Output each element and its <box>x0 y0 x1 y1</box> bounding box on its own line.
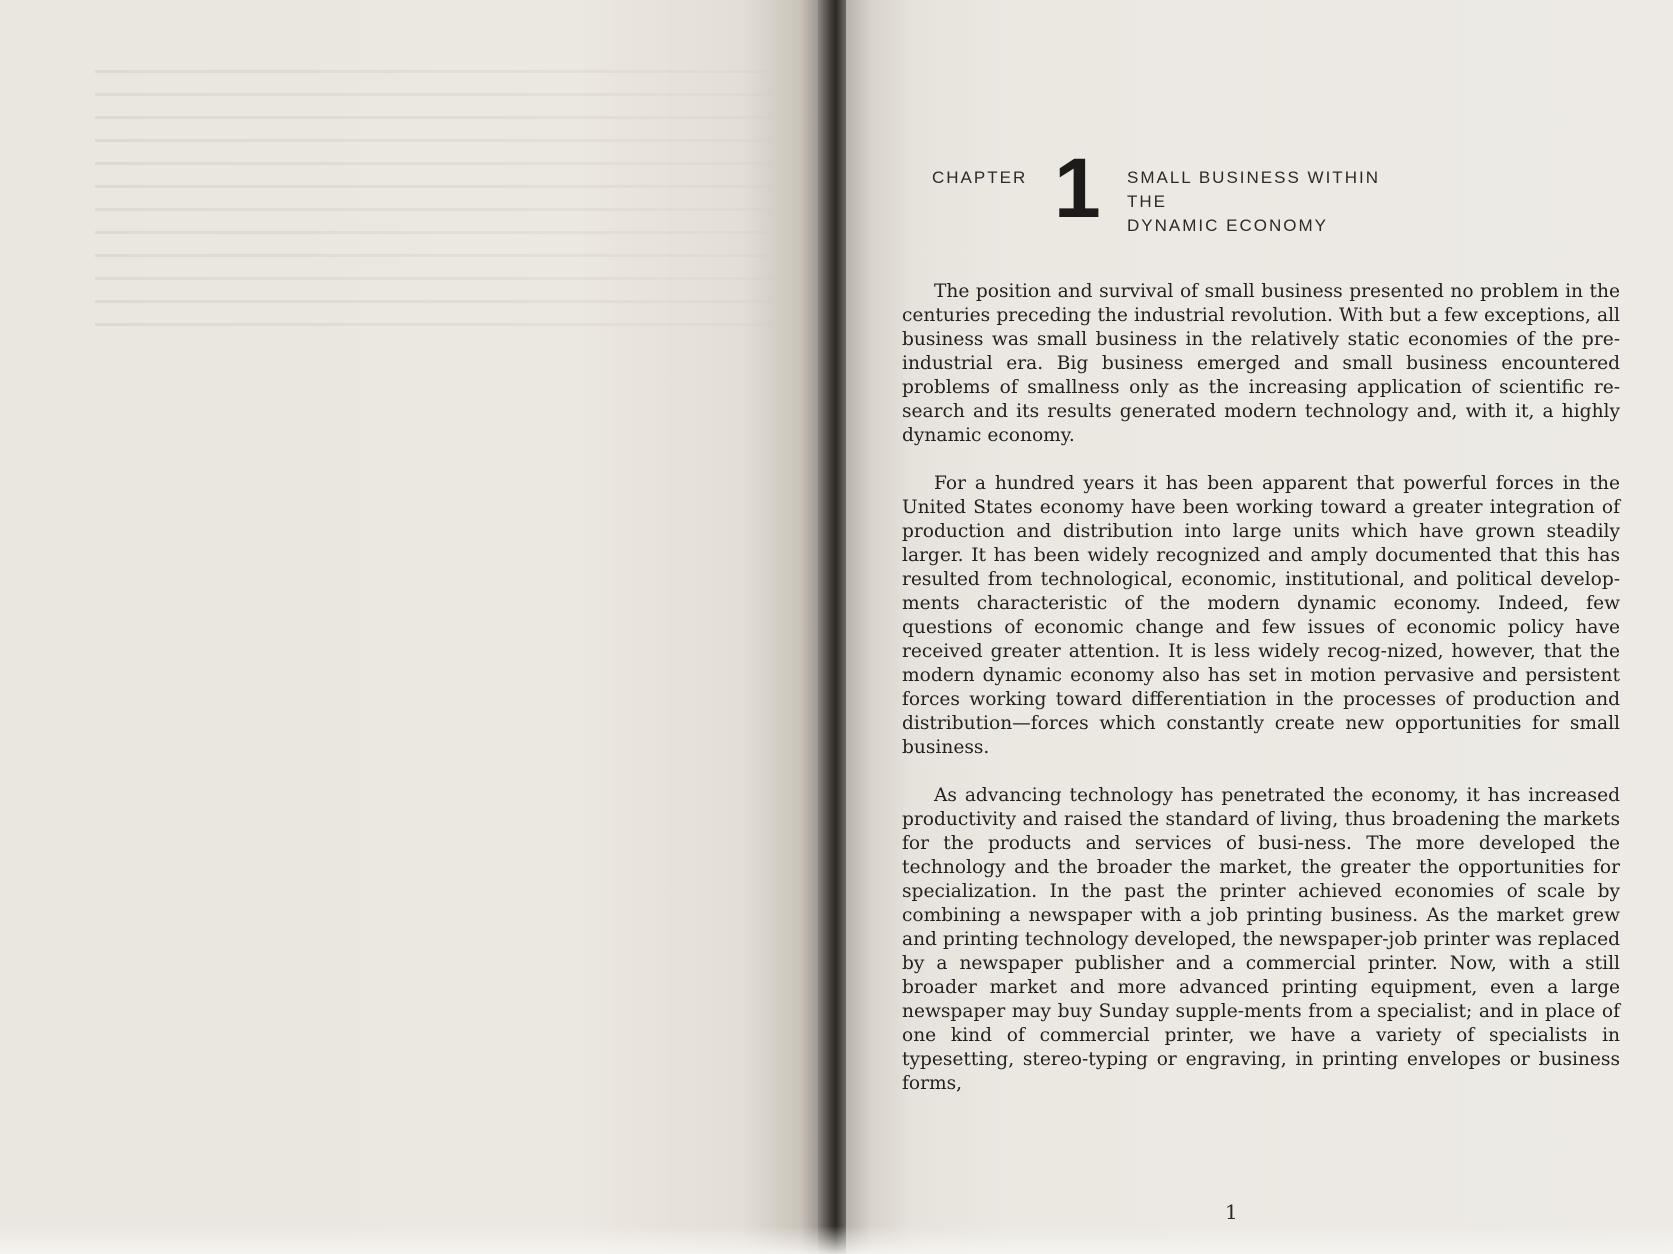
chapter-title-line: SMALL BUSINESS WITHIN <box>1127 168 1380 187</box>
chapter-body <box>902 280 1620 1120</box>
chapter-number: 1 <box>1054 141 1101 235</box>
paragraph: The position and survival of small business presented no problem in the centuries preceding the industrial revolution. With but a few exceptions, all business was small business in the relatively static economies of the pre-industrial era. Big business emerged and small business encountered problems of smallness only as the increasing application of scientific re-search and its results generated modern technology and, with it, a highly dynamic economy. <box>902 281 1620 446</box>
paragraph: As advancing technology has penetrated the economy, it has increased productivity and raised the standard of living, thus broadening the markets for the products and services of busi-ness. The more developed the technology and the broader the market, the greater the opportunities for specialization. In the past the printer achieved economies of scale by combining a newspaper with a job printing business. As the market grew and printing technology developed, the newspaper-job printer was replaced by a newspaper publisher and a commercial printer. Now, with a still broader market and more advanced printing equipment, even a large newspaper may buy Sunday supple-ments from a specialist; and in place of one kind of commercial printer, we have a variety of specialists in typesetting, stereo-typing or engraving, in printing envelopes or business forms, <box>902 785 1620 1094</box>
chapter-heading <box>932 141 1532 242</box>
book-gutter <box>818 0 848 1254</box>
page-number: 1 <box>1225 1200 1238 1224</box>
page-bottom-edge <box>0 1226 1673 1254</box>
chapter-title-line: DYNAMIC ECONOMY <box>1127 216 1328 235</box>
chapter-title-line: THE <box>1127 192 1167 211</box>
chapter-label: CHAPTER <box>932 168 1028 187</box>
chapter-title <box>1127 166 1427 238</box>
bleed-through-text <box>95 70 775 346</box>
left-page <box>0 0 825 1254</box>
right-page <box>846 0 1673 1254</box>
paragraph: For a hundred years it has been apparent that powerful forces in the United States economy have been working toward a greater integration of production and distribution into large units which have grown steadily larger. It has been widely recognized and amply documented that this has resulted from technological, economic, institutional, and political develop-ments characteristic of the modern dynamic economy. Indeed, few questions of economic change and few issues of economic policy have received greater attention. It is less widely recog-nized, however, that the modern dynamic economy also has set in motion pervasive and persistent forces working toward differentiation in the processes of production and distribution—forces which constantly create new opportunities for small business. <box>902 473 1620 758</box>
